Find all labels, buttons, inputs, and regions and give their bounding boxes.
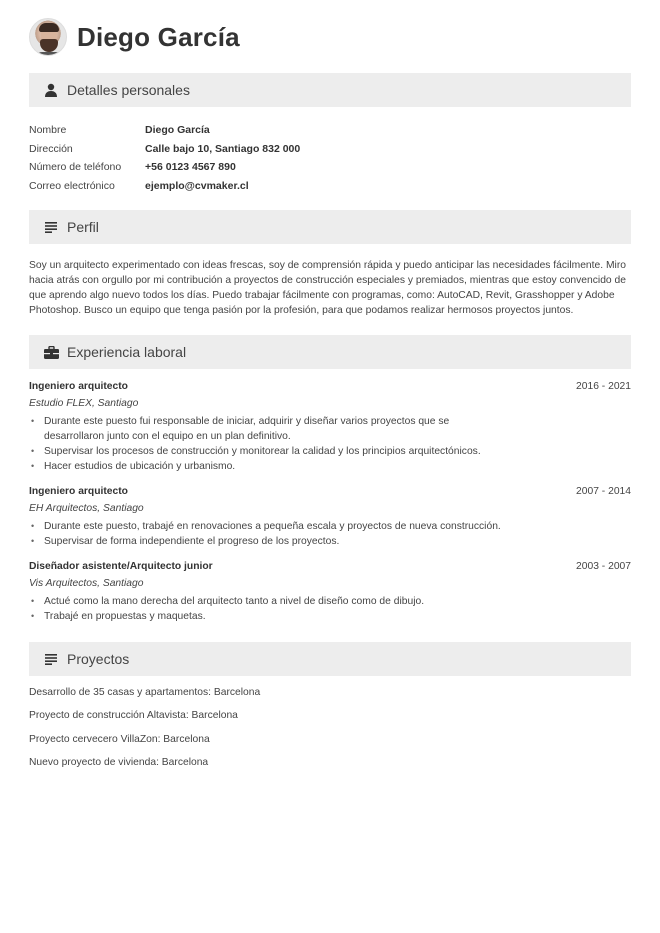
section-header-projects — [29, 642, 631, 676]
section-header-profile — [29, 210, 631, 244]
detail-row-address — [29, 140, 300, 159]
job-dates: 2003 - 2007 — [576, 561, 631, 572]
section-title: Detalles personales — [67, 82, 190, 98]
detail-row-phone — [29, 158, 300, 177]
personal-details-list — [29, 121, 300, 195]
detail-value: +56 0123 4567 890 — [145, 161, 236, 174]
job-bullet: • Hacer estudios de ubicación y urbanismo. — [29, 459, 504, 474]
job-bullet: • Durante este puesto fui responsable de iniciar, adquirir y diseñar varios proyectos que se desarrollaron junto con el equipo en un plan definitivo. — [29, 414, 504, 444]
job-bullet: • Supervisar de forma independiente el progreso de los proyectos. — [29, 534, 504, 549]
section-title: Perfil — [67, 219, 99, 235]
job-bullet: • Trabajé en propuestas y maquetas. — [29, 609, 504, 624]
job-bullet: • Durante este puesto, trabajé en renovaciones a pequeña escala y proyectos de nueva construcción. — [29, 519, 504, 534]
detail-row-name — [29, 121, 300, 140]
experience-entry — [29, 558, 631, 624]
detail-value: Diego García — [145, 124, 210, 137]
detail-label: Dirección — [29, 142, 73, 155]
briefcase-icon — [43, 344, 59, 360]
job-company: Estudio FLEX, Santiago — [29, 398, 139, 409]
detail-value: ejemplo@cvmaker.cl — [145, 179, 249, 192]
job-company: Vis Arquitectos, Santiago — [29, 578, 144, 589]
job-bullet: • Actué como la mano derecha del arquitecto tanto a nivel de diseño como de dibujo. — [29, 594, 504, 609]
project-item: Nuevo proyecto de vivienda: Barcelona — [29, 756, 209, 768]
job-title: Ingeniero arquitecto — [29, 486, 128, 497]
detail-label: Número de teléfono — [29, 161, 122, 174]
section-header-personal — [29, 73, 631, 107]
avatar — [29, 18, 67, 56]
cv-header — [29, 18, 240, 56]
experience-entry — [29, 378, 631, 474]
section-title: Experiencia laboral — [67, 344, 187, 360]
job-bullets — [29, 519, 504, 549]
detail-label: Nombre — [29, 124, 67, 137]
project-item: Desarrollo de 35 casas y apartamentos: Barcelona — [29, 687, 261, 698]
job-bullets — [29, 414, 504, 474]
projects-list — [29, 684, 260, 777]
section-title: Proyectos — [67, 651, 130, 667]
job-bullet: • Supervisar los procesos de construcción y monitorear la calidad y los principios arquitectónicos. — [29, 444, 504, 459]
job-dates: 2007 - 2014 — [576, 486, 631, 497]
detail-row-email — [29, 177, 300, 196]
project-item: Proyecto de construcción Altavista: Barcelona — [29, 710, 238, 722]
profile-summary: Soy un arquitecto experimentado con ideas frescas, soy de comprensión rápida y puedo anticipar las necesidades fácilmente. Miro hacia atrás con orgullo por mi contribución a proyectos de construcción especiales y premiados, mientras que estoy convencido de que aprendo algo nuevo todos los días. Puedo trabajar fácilmente con programas, como: AutoCAD, Revit, Grasshopper y Adobe Photoshop. Busco un equipo que tenga pasión por la profesión, para que podamos realizar hermosos proyectos juntos. — [29, 260, 626, 316]
job-company: EH Arquitectos, Santiago — [29, 503, 144, 514]
job-title: Ingeniero arquitecto — [29, 381, 128, 392]
detail-label: Correo electrónico — [29, 179, 115, 192]
text-lines-icon — [43, 219, 59, 235]
job-bullets — [29, 594, 504, 624]
experience-entry — [29, 483, 631, 549]
project-item: Proyecto cervecero VillaZon: Barcelona — [29, 733, 210, 745]
person-icon — [43, 82, 59, 98]
candidate-name: Diego García — [77, 21, 240, 52]
section-header-experience — [29, 335, 631, 369]
detail-value: Calle bajo 10, Santiago 832 000 — [145, 142, 301, 155]
job-dates: 2016 - 2021 — [576, 381, 631, 392]
job-title: Diseñador asistente/Arquitecto junior — [29, 561, 213, 572]
text-lines-icon — [43, 651, 59, 667]
